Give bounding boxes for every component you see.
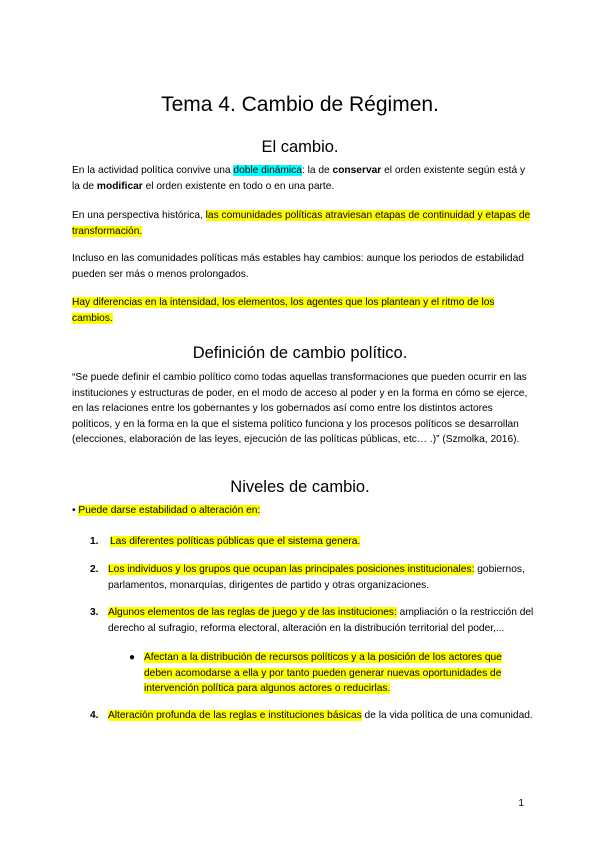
list-number: 2. bbox=[90, 564, 99, 575]
niveles-intro bbox=[72, 503, 534, 519]
paragraph-dinamica bbox=[72, 163, 534, 194]
list-number: 1. bbox=[90, 536, 99, 547]
paragraph-diferencias bbox=[72, 295, 534, 326]
highlight-intro: Puede darse estabilidad o alteración en: bbox=[78, 505, 261, 516]
text-run: : la de bbox=[301, 165, 333, 176]
list-item-2 bbox=[108, 562, 536, 593]
page-number: 1 bbox=[518, 798, 524, 809]
list-item-1 bbox=[110, 534, 538, 550]
text-run: el orden existente en todo o en una parte. bbox=[142, 180, 335, 192]
paragraph-estabilidad: Incluso en las comunidades políticas más estables hay cambios: aunque los periodos de estabilidad pueden ser más o menos prolongados. bbox=[72, 253, 524, 280]
highlight-item-2: Los individuos y los grupos que ocupan las principales posiciones institucionales: bbox=[108, 564, 475, 575]
highlight-diferencias: Hay diferencias en la intensidad, los elementos, los agentes que los plantean y el ritmo de los cambios. bbox=[72, 297, 495, 324]
bold-conservar: conservar bbox=[332, 165, 382, 176]
highlight-item-4: Alteración profunda de las reglas e instituciones básicas bbox=[108, 710, 362, 721]
list-item-4 bbox=[108, 708, 536, 724]
paragraph-definicion-quote: “Se puede definir el cambio político como todas aquellas transformaciones que pueden ocurrir en las instituciones y estructuras de poder, en el modo de acceso al poder y en la forma en cómo se ejerce, en las relaciones entre los gobernantes y los gobernados así como entre los distintos actores políticos, y en la forma en la que el sistema político funciona y los procesos políticos se desarrollan (elecciones, elaboración de las leyes, ejecución de las políticas públicas, etc… .)” (Szmolka, 2016). bbox=[72, 372, 528, 446]
section-heading-cambio: El cambio. bbox=[261, 138, 339, 156]
section-heading-definicion: Definición de cambio político. bbox=[192, 344, 408, 362]
text-run: ampliación o la restricción del derecho al sufragio, reforma electoral, alteración en la distribución territorial del poder,... bbox=[108, 607, 534, 634]
page-title: Tema 4. Cambio de Régimen. bbox=[161, 93, 439, 116]
bold-modificar: modificar bbox=[96, 180, 143, 192]
list-item-3 bbox=[108, 605, 536, 636]
text-run: En una perspectiva histórica, bbox=[72, 210, 206, 221]
bullet-icon: ● bbox=[129, 652, 136, 663]
sub-list-item bbox=[144, 650, 524, 697]
section-heading-niveles: Niveles de cambio. bbox=[230, 478, 370, 496]
text-run: gobiernos, parlamentos, monarquías, dirigentes de partido y otras organizaciones. bbox=[108, 564, 525, 591]
highlight-item-3: Algunos elementos de las reglas de juego y de las instituciones: bbox=[108, 607, 397, 618]
text-run: de la vida política de una comunidad. bbox=[361, 710, 533, 721]
text-run: el orden existente según está y la de bbox=[72, 165, 526, 192]
highlight-etapas: las comunidades políticas atraviesan etapas de continuidad y etapas de transformación. bbox=[72, 210, 531, 237]
bullet-icon: • bbox=[72, 505, 76, 516]
text-run: En la actividad política convive una bbox=[72, 165, 234, 176]
highlight-doble-dinamica: doble dinámica bbox=[233, 165, 302, 176]
highlight-sub-item: Afectan a la distribución de recursos políticos y a la posición de los actores que deben acomodarse a ella y por tanto pueden generar nuevas oportunidades de intervención política para algunos actores o reducirlas. bbox=[144, 652, 502, 695]
list-number: 3. bbox=[90, 607, 99, 618]
highlight-item-1: Las diferentes políticas públicas que el sistema genera. bbox=[110, 536, 361, 547]
paragraph-perspectiva bbox=[72, 208, 534, 239]
list-number: 4. bbox=[90, 710, 99, 721]
